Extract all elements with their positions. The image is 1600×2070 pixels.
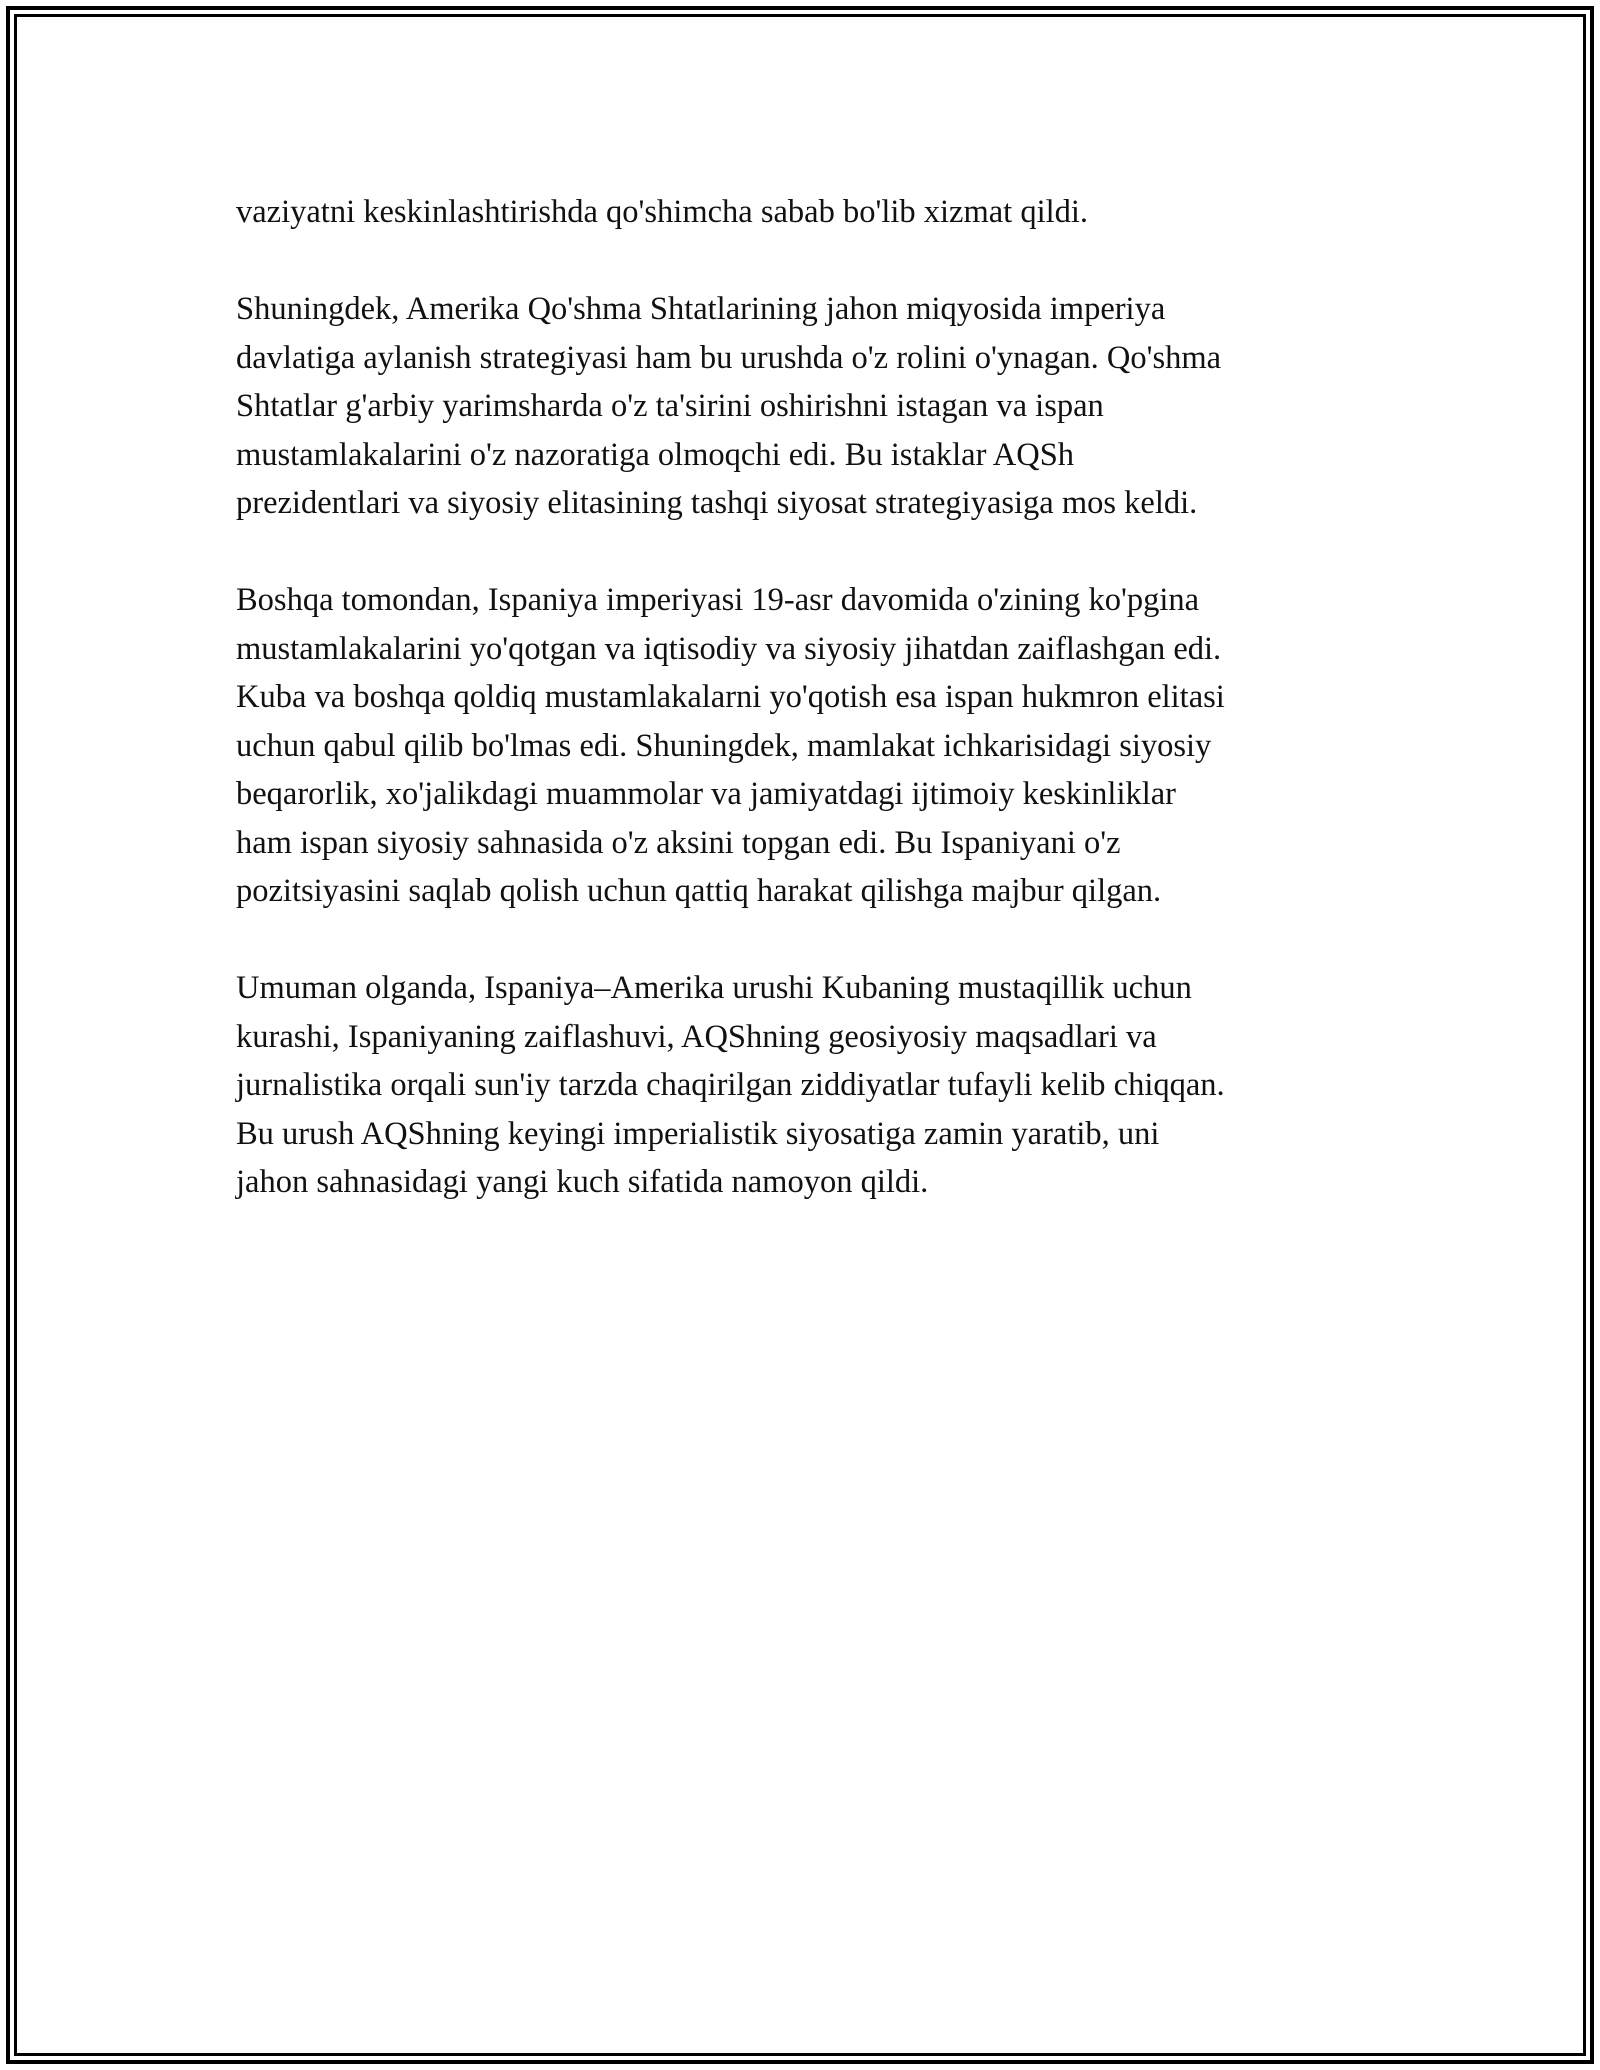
paragraph-2: Shuningdek, Amerika Qo'shma Shtatlarining jahon miqyosida imperiya davlatiga aylanish strategiyasi ham bu urushda o'z rolini o'ynagan. Qo'shma Shtatlar g'arbiy yarimsharda o'z ta'sirini oshirishni istagan va ispan mustamlakalarini o'z nazoratiga olmoqchi edi. Bu istaklar AQSh prezidentlari va siyosiy elitasining tashqi siyosat strategiyasiga mos keldi. bbox=[236, 291, 1222, 521]
paragraph-1: vaziyatni keskinlashtirishda qo'shimcha sabab bo'lib xizmat qildi. bbox=[236, 194, 1089, 230]
document-body bbox=[236, 188, 1360, 1255]
paragraph-3: Boshqa tomondan, Ispaniya imperiyasi 19-asr davomida o'zining ko'pgina mustamlakalarini yo'qotgan va iqtisodiy va siyosiy jihatdan zaiflashgan edi. Kuba va boshqa qoldiq mustamlakalarni yo'qotish esa ispan hukmron elitasi uchun qabul qilib bo'lmas edi. Shuningdek, mamlakat ichkarisidagi siyosiy beqarorlik, xo'jalikdagi muammolar va jamiyatdagi ijtimoiy keskinliklar ham ispan siyosiy sahnasida o'z aksini topgan edi. Bu Ispaniyani o'z pozitsiyasini saqlab qolish uchun qattiq harakat qilishga majbur qilgan. bbox=[236, 582, 1225, 909]
paragraph-4: Umuman olganda, Ispaniya–Amerika urushi Kubaning mustaqillik uchun kurashi, Ispaniyaning zaiflashuvi, AQShning geosiyosiy maqsadlari va jurnalistika orqali sun'iy tarzda chaqirilgan ziddiyatlar tufayli kelib chiqqan. Bu urush AQShning keyingi imperialistik siyosatiga zamin yaratib, uni jahon sahnasidagi yangi kuch sifatida namoyon qildi. bbox=[236, 970, 1225, 1200]
